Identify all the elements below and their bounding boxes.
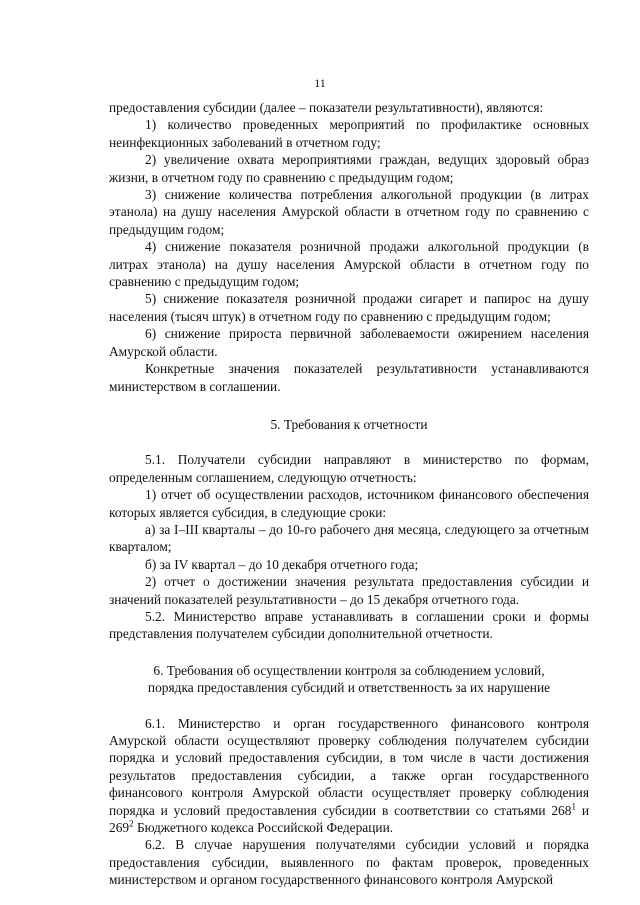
- paragraph-intro: предоставления субсидии (далее – показатели результативности), являются:: [109, 100, 544, 115]
- paragraph-6-1-end: Бюджетного кодекса Российской Федерации.: [133, 820, 394, 836]
- paragraph-item-5: 5) снижение показателя розничной продажи сигарет и папирос на душу населения (тысяч штук) в отчетном году по сравнению с предыдущим годом;: [109, 291, 589, 324]
- section-5-heading: 5. Требования к отчетности: [270, 416, 428, 432]
- paragraph-item-3: 3) снижение количества потребления алкогольной продукции (в литрах этанола) на душу населения Амурской области в отчетном году по сравнению с предыдущим годом;: [109, 187, 589, 237]
- paragraph-6-1-main: 6.1. Министерство и орган государственного финансового контроля Амурской области осуществляют проверку соблюдения получателем субсидии порядка и условий предоставления субсидии, в том числе в части достижения результатов предоставления субсидии, а также орган государственного финансового контроля Амурской области осуществляет проверку соблюдения порядка и условий предоставления субсидии в соответствии со статьями 268: [109, 715, 589, 818]
- paragraph-5-1-item-1: 1) отчет об осуществлении расходов, источником финансового обеспечения которых является субсидия, в следующие сроки:: [109, 487, 589, 520]
- superscript-2: 2: [129, 818, 134, 829]
- paragraph-item-4: 4) снижение показателя розничной продажи алкогольной продукции (в литрах этанола) на душу населения Амурской области в отчетном году по сравнению с предыдущим годом;: [109, 239, 589, 290]
- paragraph-5-2: 5.2. Министерство вправе устанавливать в соглашении сроки и формы представления получателем субсидии дополнительной отчетности.: [109, 608, 589, 642]
- paragraph-item-1: 1) количество проведенных мероприятий по профилактике основных неинфекционных заболеваний в отчетном году;: [109, 117, 589, 150]
- paragraph-5-1-item-a: а) за I–III кварталы – до 10-го рабочего дня месяца, следующего за отчетным кварталом;: [109, 521, 589, 555]
- paragraph-5-1-item-b: б) за IV квартал – до 10 декабря отчетного года;: [145, 556, 419, 572]
- paragraph-6-2: 6.2. В случае нарушения получателями субсидии условий и порядка предоставления субсидии, выявленного по фактам проверок, проведенных министерством и органом государственного финансового контроля Амурской: [109, 837, 589, 888]
- section-6-heading-line-1: 6. Требования об осуществлении контроля за соблюдением условий,: [153, 662, 545, 678]
- paragraph-5-1-item-2: 2) отчет о достижении значения результата предоставления субсидии и значений показателей результативности – до 15 декабря отчетного года.: [109, 574, 589, 607]
- paragraph-5-1: 5.1. Получатели субсидии направляют в министерство по формам, определенным соглашением, следующую отчетность:: [109, 452, 589, 485]
- paragraph-6-1-and: и 269: [109, 802, 589, 836]
- paragraph-concrete-values: Конкретные значения показателей результативности устанавливаются министерством в соглашении.: [109, 361, 589, 394]
- page-number: 11: [314, 76, 326, 90]
- superscript-1: 1: [571, 801, 576, 812]
- document-body: [109, 99, 589, 889]
- paragraph-6-1: [109, 715, 589, 837]
- paragraph-item-2: 2) увеличение охвата мероприятиями граждан, ведущих здоровый образ жизни, в отчетном году по сравнению с предыдущим годом;: [109, 152, 589, 185]
- paragraph-item-6: 6) снижение прироста первичной заболеваемости ожирением населения Амурской области.: [109, 326, 589, 359]
- section-6-heading-line-2: порядка предоставления субсидий и ответственность за их нарушение: [147, 680, 551, 696]
